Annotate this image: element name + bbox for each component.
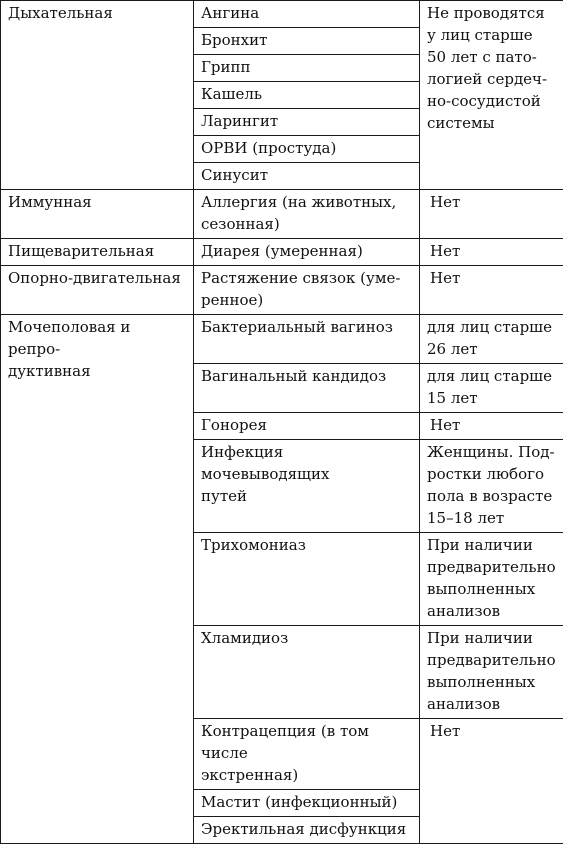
condition-cell: Синусит	[194, 163, 420, 190]
restriction-cell-contraception-group: Нет	[420, 719, 563, 844]
table-row	[1, 266, 563, 315]
restriction-cell: Нет	[420, 239, 563, 266]
system-cell-immune: Иммунная	[1, 190, 194, 239]
condition-cell: Аллергия (на животных, сезонная)	[194, 190, 420, 239]
condition-cell: Инфекция мочевыводящих путей	[194, 440, 420, 533]
condition-cell: Ангина	[194, 1, 420, 28]
restriction-cell: для лиц старше 15 лет	[420, 364, 563, 413]
restriction-cell: При наличии предварительно выполненных анализов	[420, 626, 563, 719]
condition-cell: Вагинальный кандидоз	[194, 364, 420, 413]
table-row	[1, 239, 563, 266]
table-row	[1, 1, 563, 28]
system-cell-genitourinary: Мочеполовая и репро- дуктивная	[1, 315, 194, 844]
condition-cell: Трихомониаз	[194, 533, 420, 626]
restriction-cell: Нет	[420, 190, 563, 239]
restriction-cell-respiratory: Не проводятся у лиц старше 50 лет с пато- логией сердеч- но-сосудистой системы	[420, 1, 563, 190]
condition-cell: Растяжение связок (уме- ренное)	[194, 266, 420, 315]
condition-cell: Кашель	[194, 82, 420, 109]
restriction-cell: для лиц старше 26 лет	[420, 315, 563, 364]
system-cell-respiratory: Дыхательная	[1, 1, 194, 190]
system-cell-digestive: Пищеварительная	[1, 239, 194, 266]
condition-cell: Бронхит	[194, 28, 420, 55]
condition-cell: Гонорея	[194, 413, 420, 440]
condition-cell: Контрацепция (в том числе экстренная)	[194, 719, 420, 790]
system-cell-musculoskeletal: Опорно-двигательная	[1, 266, 194, 315]
condition-cell: Бактериальный вагиноз	[194, 315, 420, 364]
restriction-cell: Женщины. Под- ростки любого пола в возрасте 15–18 лет	[420, 440, 563, 533]
restriction-cell: При наличии предварительно выполненных анализов	[420, 533, 563, 626]
restriction-cell: Нет	[420, 266, 563, 315]
condition-cell: ОРВИ (простуда)	[194, 136, 420, 163]
condition-cell: Грипп	[194, 55, 420, 82]
condition-cell: Мастит (инфекционный)	[194, 790, 420, 817]
condition-cell: Эректильная дисфункция	[194, 817, 420, 844]
condition-cell: Диарея (умеренная)	[194, 239, 420, 266]
table-row	[1, 315, 563, 364]
condition-cell: Хламидиоз	[194, 626, 420, 719]
condition-cell: Ларингит	[194, 109, 420, 136]
table-row	[1, 190, 563, 239]
restriction-cell: Нет	[420, 413, 563, 440]
